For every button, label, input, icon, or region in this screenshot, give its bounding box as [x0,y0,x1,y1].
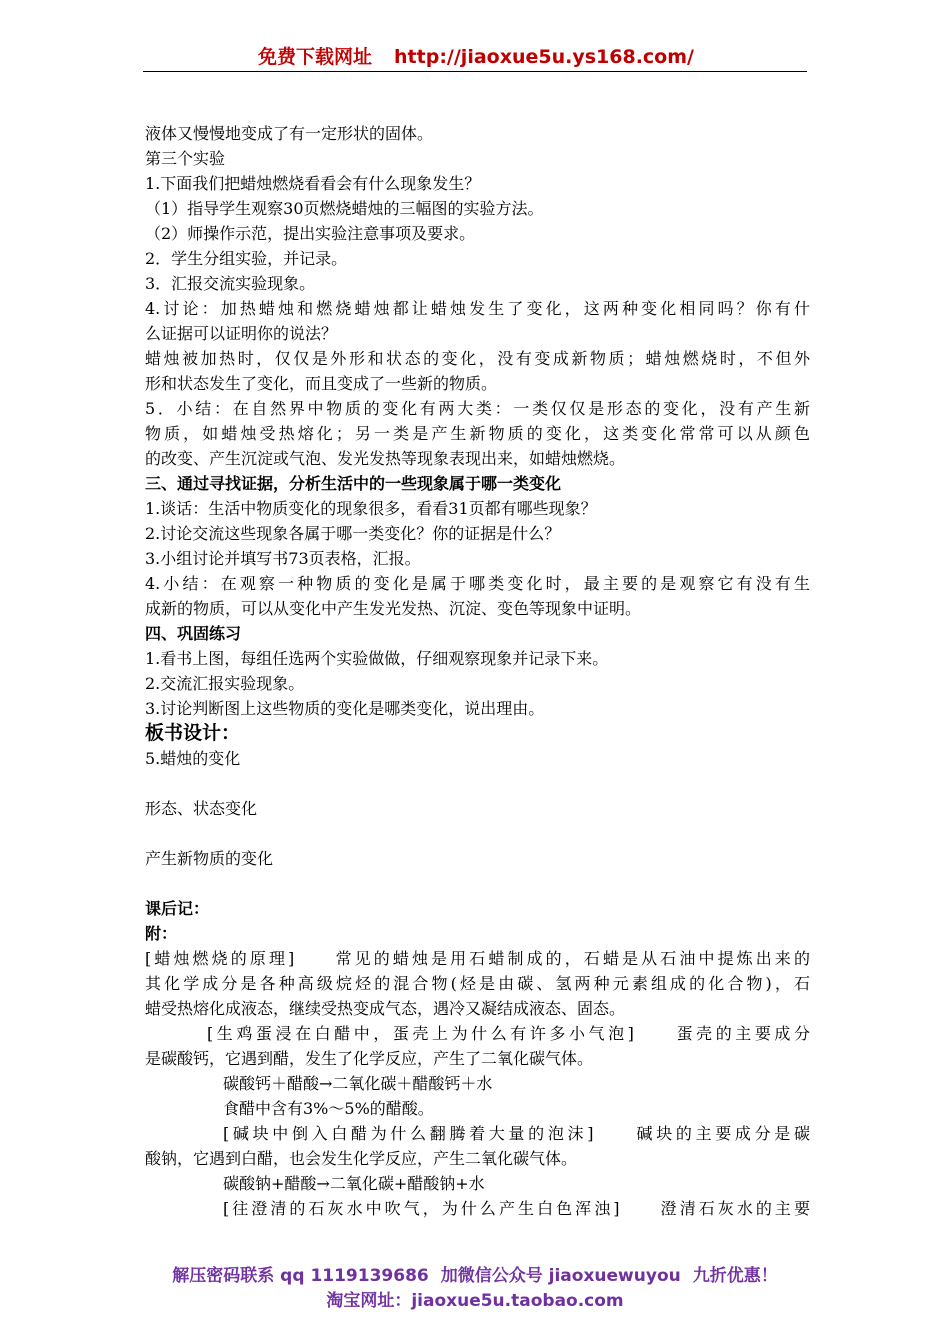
paragraph-line: 食醋中含有3%～5%的醋酸。 [223,1099,434,1118]
paragraph-line: 2.讨论交流这些现象各属于哪一类变化？你的证据是什么？ [145,524,561,543]
paragraph-line: 5．小结：在自然界中物质的变化有两大类：一类仅仅是形态的变化，没有产生新 [145,399,810,418]
header-url-link[interactable]: http://jiaoxue5u.ys168.com/ [394,46,694,68]
paragraph-line: （2）师操作示范，提出实验注意事项及要求。 [145,224,476,243]
document-body [145,121,810,1221]
paragraph-line: 蜡烛被加热时，仅仅是外形和状态的变化，没有变成新物质；蜡烛燃烧时，不但外 [145,349,810,368]
paragraph-line: [蜡烛燃烧的原理] 常见的蜡烛是用石蜡制成的，石蜡是从石油中提炼出来的 [145,949,810,968]
paragraph-line: 产生新物质的变化 [145,849,274,868]
download-header [145,42,807,69]
paragraph-line: 成新的物质，可以从变化中产生发光发热、沉淀、变色等现象中证明。 [145,599,642,618]
paragraph-line: 蜡受热熔化成液态，继续受热变成气态，遇冷又凝结成液态、固态。 [145,999,626,1018]
paragraph-line: 酸钠，它遇到白醋，也会发生化学反应，产生二氧化碳气体。 [145,1149,578,1168]
paragraph-line: 形态、状态变化 [145,799,258,818]
paragraph-line: 么证据可以证明你的说法？ [145,324,338,343]
blank-line [145,821,810,846]
footer-discount-text: 九折优惠！ [692,1266,778,1286]
footer-contact-line [0,1261,950,1286]
footer-qq-text: 解压密码联系 qq 1119139686 [172,1266,429,1286]
header-label: 免费下载网址 [258,46,373,68]
paragraph-line: [生鸡蛋浸在白醋中，蛋壳上为什么有许多小气泡] 蛋壳的主要成分 [207,1024,810,1043]
section-heading: 附： [145,924,178,943]
footer-wechat-text: 加微信公众号 jiaoxuewuyou [440,1266,681,1286]
paragraph-line: 第三个实验 [145,149,226,168]
paragraph-line: 5.蜡烛的变化 [145,749,241,768]
paragraph-line: 1.谈话：生活中物质变化的现象很多，看看31页都有哪些现象？ [145,499,597,518]
paragraph-line: 3.小组讨论并填写书73页表格，汇报。 [145,549,421,568]
paragraph-line: 物质，如蜡烛受热熔化；另一类是产生新物质的变化，这类变化常常可以从颜色 [145,424,810,443]
paragraph-line: 2.交流汇报实验现象。 [145,674,305,693]
footer-taobao-line[interactable] [0,1286,950,1311]
paragraph-line: 3.讨论判断图上这些物质的变化是哪类变化，说出理由。 [145,699,545,718]
paragraph-line: 3．汇报交流实验现象。 [145,274,316,293]
paragraph-line: 的改变、产生沉淀或气泡、发光发热等现象表现出来，如蜡烛燃烧。 [145,449,626,468]
paragraph-line: 4.小结：在观察一种物质的变化是属于哪类变化时，最主要的是观察它有没有生 [145,574,810,593]
paragraph-line: 液体又慢慢地变成了有一定形状的固体。 [145,124,434,143]
paragraph-line: 碳酸钙＋醋酸→二氧化碳＋醋酸钙＋水 [223,1074,493,1093]
blank-line [145,871,810,896]
header-divider [143,71,807,72]
paragraph-line: （1）指导学生观察30页燃烧蜡烛的三幅图的实验方法。 [145,199,544,218]
paragraph-line: 1.下面我们把蜡烛燃烧看看会有什么现象发生？ [145,174,481,193]
paragraph-line: 2．学生分组实验，并记录。 [145,249,348,268]
section-heading: 三、通过寻找证据，分析生活中的一些现象属于哪一类变化 [145,474,562,493]
footer-taobao-link[interactable]: 淘宝网址：jiaoxue5u.taobao.com [326,1291,624,1311]
paragraph-line: [往澄清的石灰水中吹气，为什么产生白色浑浊] 澄清石灰水的主要 [223,1199,810,1218]
section-heading: 四、巩固练习 [145,624,242,643]
paragraph-line: 4.讨论：加热蜡烛和燃烧蜡烛都让蜡烛发生了变化，这两种变化相同吗？你有什 [145,299,810,318]
paragraph-line: 碳酸钠+醋酸→二氧化碳+醋酸钠+水 [223,1174,485,1193]
paragraph-line: 其化学成分是各种高级烷烃的混合物(烃是由碳、氢两种元素组成的化合物)，石 [145,974,810,993]
section-heading: 课后记： [145,899,210,918]
paragraph-line: [碱块中倒入白醋为什么翻腾着大量的泡沫] 碱块的主要成分是碳 [223,1124,810,1143]
paragraph-line: 1.看书上图，每组任选两个实验做做，仔细观察现象并记录下来。 [145,649,609,668]
paragraph-line: 是碳酸钙，它遇到醋，发生了化学反应，产生了二氧化碳气体。 [145,1049,594,1068]
blank-line [145,771,810,796]
section-heading: 板书设计： [145,722,241,744]
paragraph-line: 形和状态发生了变化，而且变成了一些新的物质。 [145,374,498,393]
